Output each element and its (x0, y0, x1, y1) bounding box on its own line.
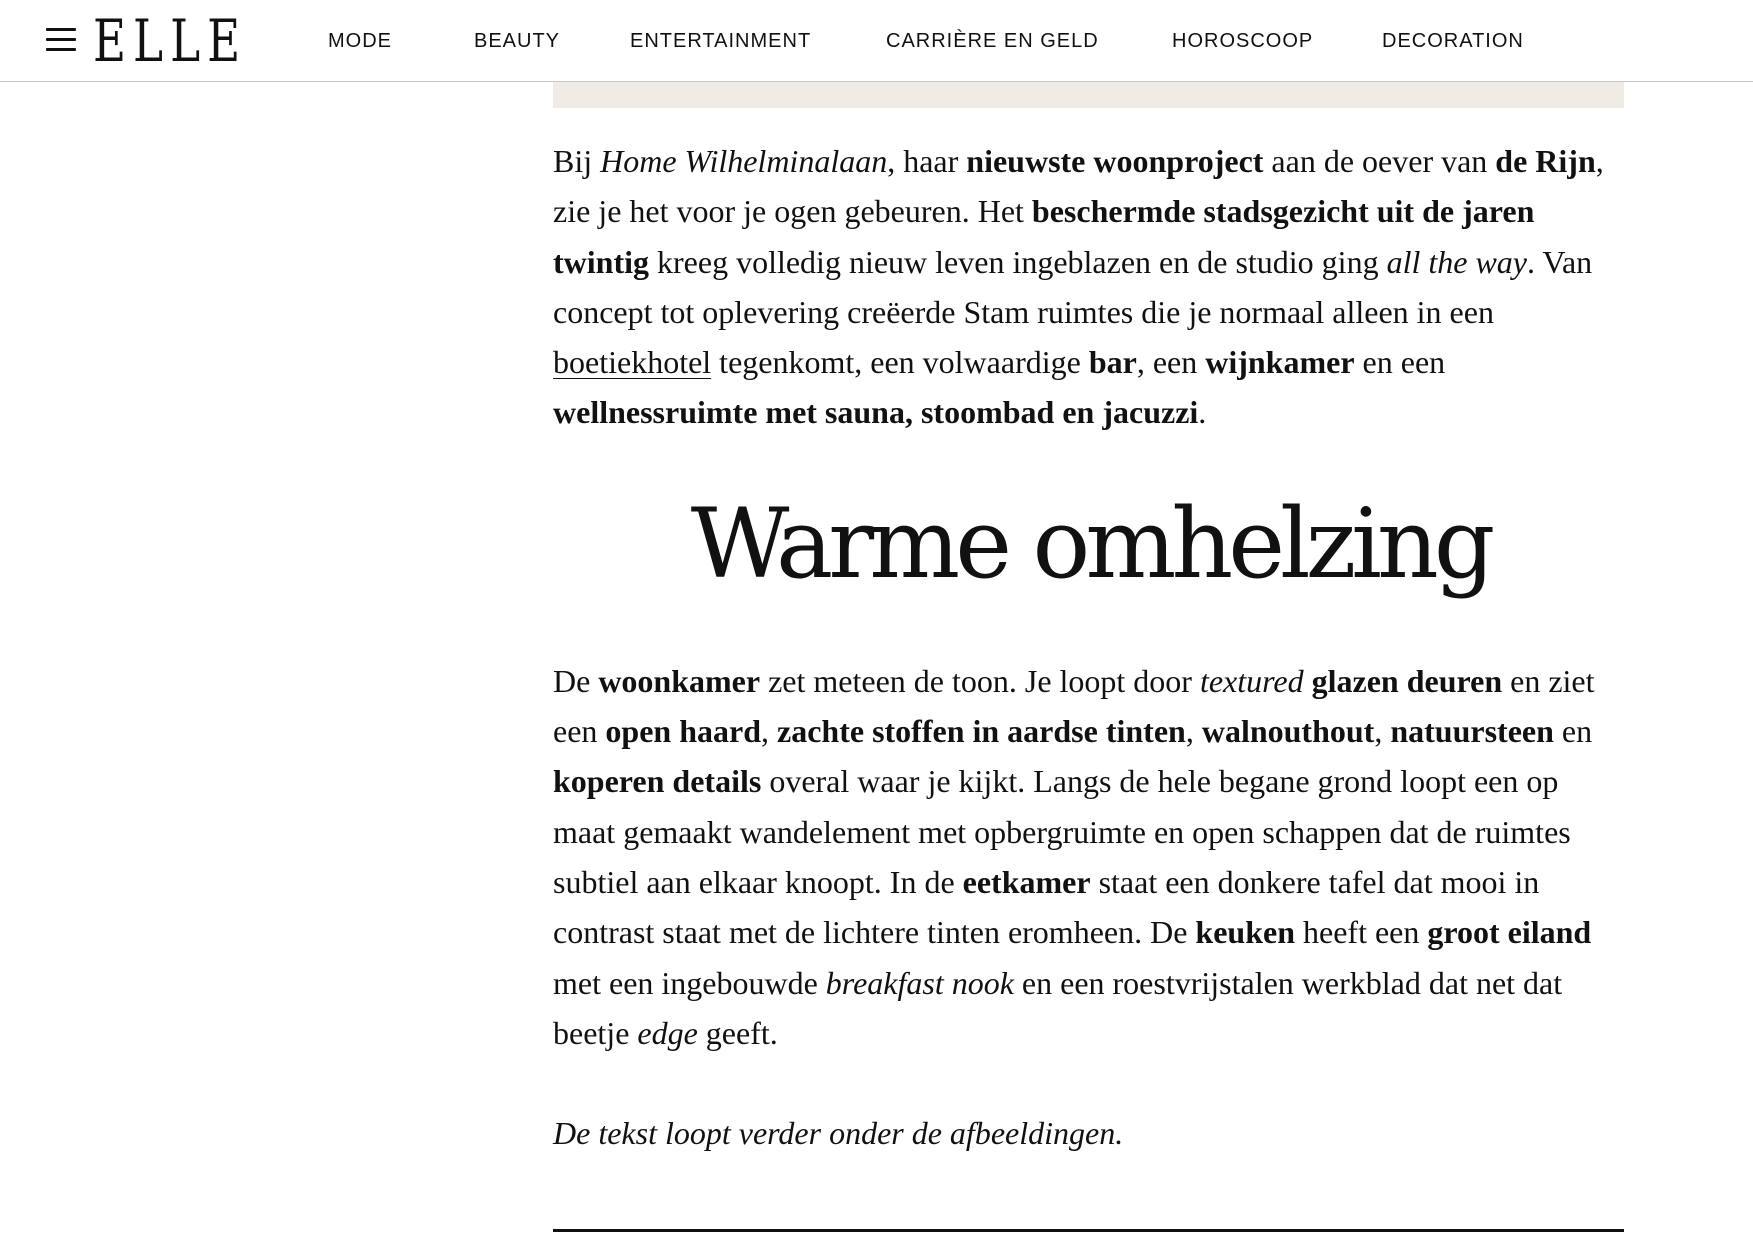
top-navigation-bar (0, 0, 1753, 82)
image-bottom-edge (553, 82, 1624, 108)
article-body (553, 136, 1628, 1158)
section-heading: Warme omhelzing (690, 487, 1491, 600)
boetiekhotel-link[interactable]: boetiekhotel (553, 344, 712, 381)
continuation-note: De tekst loopt verder onder de afbeeldingen. (553, 1115, 1124, 1152)
nav-item-horoscoop[interactable]: HOROSCOOP (1172, 29, 1314, 52)
article-paragraph-woonkamer: De woonkamer zet meteen de toon. Je loopt door textured glazen deuren en ziet een open haard, zachte stoffen in aardse tinten, walnouthout, natuursteen en koperen details overal waar je kijkt. Langs de hele begane grond loopt een op maat gemaakt wandelement met opbergruimte en open schappen dat de ruimtes subtiel aan elkaar knoopt. In de eetkamer staat een donkere tafel dat mooi in contrast staat met de lichtere tinten eromheen. De keuken heeft een groot eiland met een ingebouwde breakfast nook en een roestvrijstalen werkblad dat net dat beetje edge geeft. (553, 662, 1595, 1051)
section-divider (553, 1229, 1624, 1232)
main-nav (328, 0, 1542, 82)
elle-logo[interactable]: ELLE (93, 7, 248, 75)
hamburger-menu-icon[interactable] (46, 28, 76, 52)
nav-item-entertainment[interactable]: ENTERTAINMENT (630, 29, 812, 52)
nav-item-decoration[interactable]: DECORATION (1382, 29, 1524, 52)
nav-item-carriere-en-geld[interactable]: CARRIÈRE EN GELD (886, 29, 1099, 52)
article-paragraph-intro: Bij Home Wilhelminalaan, haar nieuwste woonproject aan de oever van de Rijn, zie je het voor je ogen gebeuren. Het beschermde stadsgezicht uit de jaren twintig kreeg volledig nieuw leven ingeblazen en de studio ging all the way. Van concept tot oplevering creëerde Stam ruimtes die je normaal alleen in een boetiekhotel tegenkomt, een volwaardige bar, een wijnkamer en een wellnessruimte met sauna, stoombad en jacuzzi. (553, 143, 1604, 431)
nav-item-beauty[interactable]: BEAUTY (474, 29, 561, 52)
nav-item-mode[interactable]: MODE (328, 29, 392, 52)
